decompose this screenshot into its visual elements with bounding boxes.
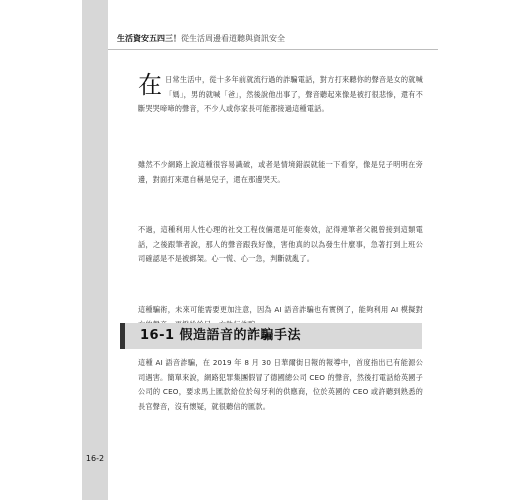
paragraph-5: 這種 AI 語音詐騙，在 2019 年 8 月 30 日華爾街日報的報導中，首度指出已有能源公司遇害。簡單來說，網路犯罪集團假冒了德國總公司 CEO 的聲音，然後打電話給英國子公司的 CEO，要求馬上匯款給位於匈牙利的供應商，位於英國的 CEO 或許聽到熟悉的長官聲音，沒有懷疑，就很聽信的匯款。 — [138, 358, 423, 411]
page-number: 16-2 — [85, 454, 105, 463]
header-title — [117, 33, 285, 45]
paragraph-4: 這種騙術，未來可能需要更加注意，因為 AI 語音詐騙也有實例了，能夠利用 AI 模擬對 — [138, 305, 423, 314]
paragraph-1-text: 日常生活中，從十多年前就流行過的詐騙電話，對方打來聽你的聲音是女的就喊「媽」，男的就喊「爸」，然後說他出事了，聲音聽起來像是被打很悲慘，還有不斷哭哭啼啼的聲音，不少人或你家長可能都接過這種電話。 — [138, 75, 423, 114]
section-heading-label: 16-1 假造語音的詐騙手法 — [140, 328, 302, 343]
header-rule — [108, 49, 438, 50]
paragraph-3: 不過，這種利用人性心理的社交工程伎倆還是可能奏效，記得連筆者父親曾接到這類電話，之後跟筆者說，那人的聲音跟我好像，害他真的以為發生什麼事，急著打到上班公司確認是不是被綁架。心一慌、心一急，判斷就亂了。 — [138, 225, 423, 264]
header-title-subtitle: 從生活周邊看道聽與資訊安全 — [181, 34, 285, 43]
header-title-main: 生活資安五四三！ — [117, 34, 181, 43]
paragraph-2: 雖然不少網路上說這種很容易識破，或者是情境錯誤就能一下看穿，像是兒子明明在旁邊，對面打來還自稱是兒子，還在那邊哭天。 — [138, 160, 423, 184]
drop-cap: 在 — [138, 71, 163, 99]
paragraph-1 — [138, 73, 423, 117]
section-heading — [120, 323, 422, 349]
section-heading-accent — [120, 323, 125, 349]
running-header — [0, 28, 520, 50]
page-side-tab — [82, 0, 108, 500]
